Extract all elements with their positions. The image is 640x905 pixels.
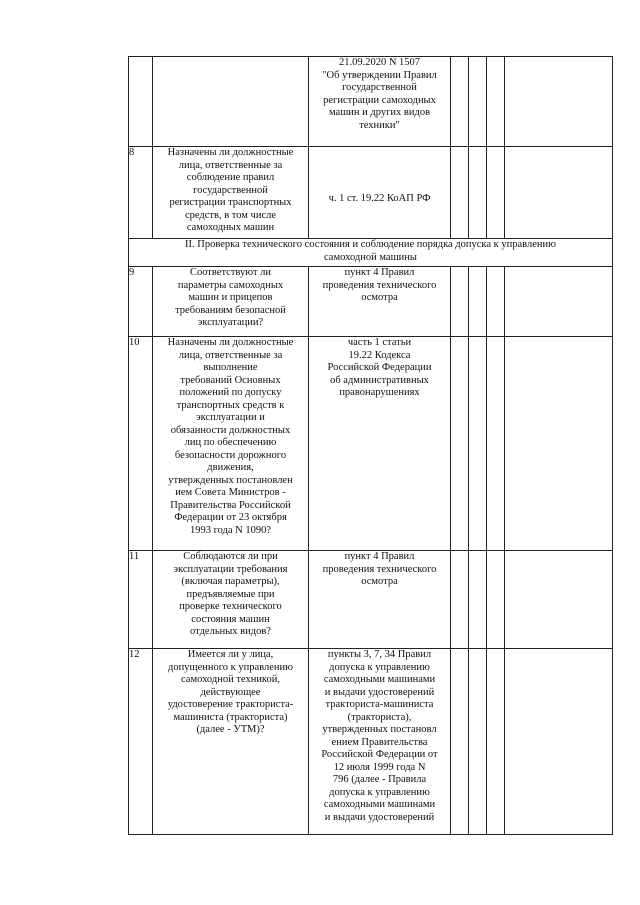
question-cell: Назначены ли должностные лица, ответственные за соблюдение правил государственной регистрации транспортных средств, в том числе самоходных машин <box>153 147 309 239</box>
notes-cell <box>505 57 613 147</box>
answer-yes-cell <box>451 147 469 239</box>
legal-basis-cell: пункт 4 Правил проведения технического осмотра <box>309 267 451 337</box>
question-cell: Соблюдаются ли при эксплуатации требования (включая параметры), предъявляемые при проверке технического состояния машин отдельных видов? <box>153 551 309 649</box>
row-number: 9 <box>129 267 153 337</box>
table-row <box>129 147 613 239</box>
question-cell: Имеется ли у лица, допущенного к управлению самоходной техникой, действующее удостоверение тракториста- машиниста (тракториста) (далее - УТМ)? <box>153 649 309 835</box>
question-cell: Назначены ли должностные лица, ответственные за выполнение требований Основных положений по допуску транспортных средств к эксплуатации и обязанности должностных лиц по обеспечению безопасности дорожного движения, утвержденных постановлен ием Совета Министров - Правительства Российской Федерации от 23 октября 1993 года N 1090? <box>153 337 309 551</box>
table-row <box>129 267 613 337</box>
table-row <box>129 649 613 835</box>
legal-basis-cell: пункты 3, 7, 34 Правил допуска к управлению самоходными машинами и выдачи удостоверений тракториста-машиниста (тракториста), утвержденных постановл ением Правительства Российской Федерации от 12 июля 1999 года N 796 (далее - Правила допуска к управлению самоходными машинами и выдачи удостоверений <box>309 649 451 835</box>
answer-yes-cell <box>451 57 469 147</box>
answer-na-cell <box>487 649 505 835</box>
notes-cell <box>505 267 613 337</box>
legal-basis-cell: часть 1 статьи 19.22 Кодекса Российской Федерации об административных правонарушениях <box>309 337 451 551</box>
notes-cell <box>505 551 613 649</box>
row-number <box>129 57 153 147</box>
row-number: 12 <box>129 649 153 835</box>
table-row <box>129 57 613 147</box>
answer-na-cell <box>487 267 505 337</box>
section-title: II. Проверка технического состояния и соблюдение порядка допуска к управлению самоходной машины <box>129 239 613 267</box>
answer-no-cell <box>469 337 487 551</box>
answer-na-cell <box>487 337 505 551</box>
checklist-table <box>128 56 613 835</box>
question-cell: Соответствуют ли параметры самоходных машин и прицепов требованиям безопасной эксплуатации? <box>153 267 309 337</box>
legal-basis-cell <box>309 147 451 239</box>
table-row <box>129 337 613 551</box>
answer-yes-cell <box>451 649 469 835</box>
answer-no-cell <box>469 649 487 835</box>
answer-na-cell <box>487 147 505 239</box>
answer-na-cell <box>487 551 505 649</box>
answer-na-cell <box>487 57 505 147</box>
answer-no-cell <box>469 147 487 239</box>
section-header-row <box>129 239 613 267</box>
notes-cell <box>505 649 613 835</box>
row-number: 10 <box>129 337 153 551</box>
answer-yes-cell <box>451 267 469 337</box>
answer-yes-cell <box>451 551 469 649</box>
table-row <box>129 551 613 649</box>
legal-basis-text: ч. 1 ст. 19.22 КоАП РФ <box>328 192 431 204</box>
legal-basis-cell: пункт 4 Правил проведения технического осмотра <box>309 551 451 649</box>
notes-cell <box>505 337 613 551</box>
answer-no-cell <box>469 57 487 147</box>
answer-no-cell <box>469 267 487 337</box>
row-number: 8 <box>129 147 153 239</box>
notes-cell <box>505 147 613 239</box>
legal-basis-cell: 21.09.2020 N 1507 "Об утверждении Правил государственной регистрации самоходных машин и других видов техники" <box>309 57 451 147</box>
answer-yes-cell <box>451 337 469 551</box>
answer-no-cell <box>469 551 487 649</box>
question-cell <box>153 57 309 147</box>
row-number: 11 <box>129 551 153 649</box>
